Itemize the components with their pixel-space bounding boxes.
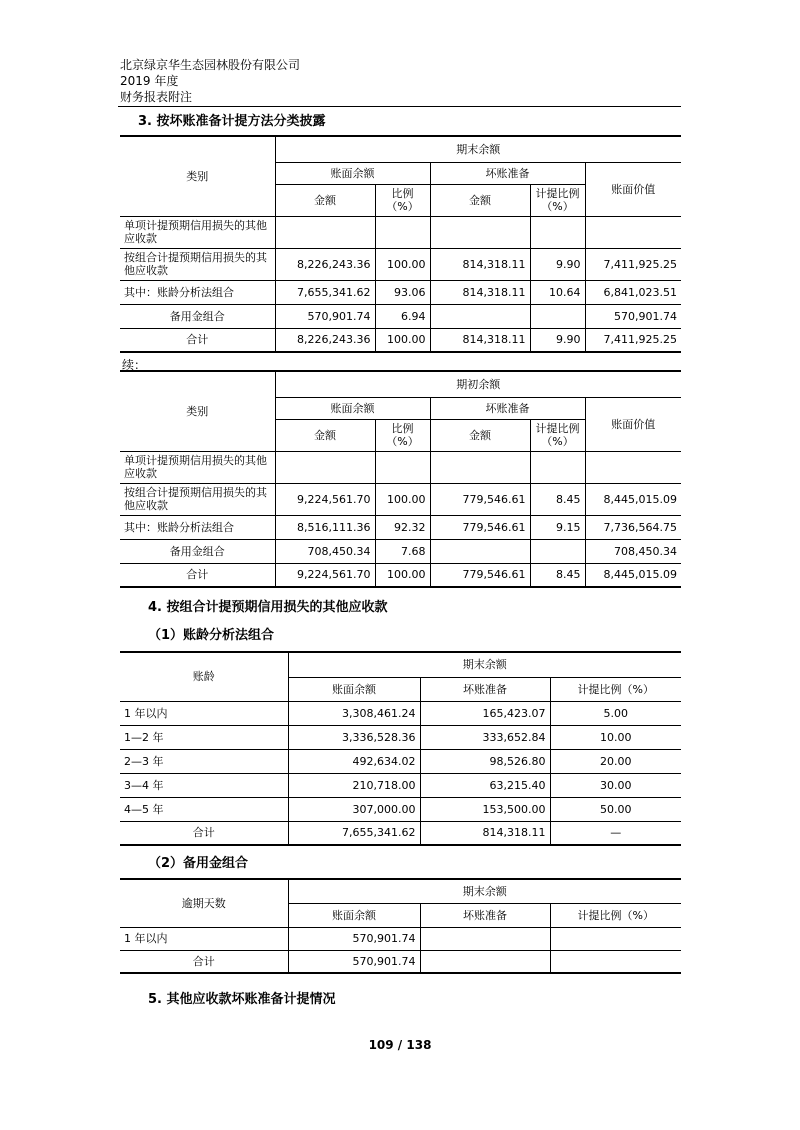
cell: 92.32 bbox=[375, 515, 430, 539]
cell: 50.00 bbox=[550, 797, 681, 821]
section-5-title: 5. 其他应收款坏账准备计提情况 bbox=[148, 992, 336, 1007]
subsection-aging-title: （1）账龄分析法组合 bbox=[148, 628, 275, 643]
table-row-total bbox=[120, 950, 681, 973]
cell bbox=[275, 216, 375, 248]
cell: 10.00 bbox=[550, 725, 681, 749]
col-book-balance: 账面余额 bbox=[275, 397, 430, 419]
table-row bbox=[120, 749, 681, 773]
col-amount: 金额 bbox=[275, 184, 375, 216]
cell: 814,318.11 bbox=[430, 280, 530, 304]
cell: 100.00 bbox=[375, 248, 430, 280]
cell bbox=[530, 539, 585, 563]
cell: 8.45 bbox=[530, 563, 585, 587]
cell: 7,655,341.62 bbox=[288, 821, 420, 845]
cell: 9.90 bbox=[530, 248, 585, 280]
cell bbox=[420, 927, 550, 950]
cell: 7,655,341.62 bbox=[275, 280, 375, 304]
table-row bbox=[120, 216, 681, 248]
cell: 814,318.11 bbox=[430, 248, 530, 280]
cell: — bbox=[550, 821, 681, 845]
table-reserve bbox=[120, 878, 681, 974]
row-label: 单项计提预期信用损失的其他应收款 bbox=[120, 216, 275, 248]
cell: 10.64 bbox=[530, 280, 585, 304]
section-3-title: 3. 按坏账准备计提方法分类披露 bbox=[138, 114, 326, 129]
col-amount: 金额 bbox=[430, 184, 530, 216]
cell bbox=[530, 451, 585, 483]
continued-label: 续： bbox=[122, 358, 147, 372]
table-row bbox=[120, 701, 681, 725]
row-label: 合计 bbox=[120, 328, 275, 352]
cell: 570,901.74 bbox=[585, 304, 681, 328]
cell: 8,445,015.09 bbox=[585, 483, 681, 515]
cell: 9,224,561.70 bbox=[275, 563, 375, 587]
row-label: 4—5 年 bbox=[120, 797, 288, 821]
subsection-reserve-title: （2）备用金组合 bbox=[148, 856, 249, 871]
table-row bbox=[120, 773, 681, 797]
cell: 93.06 bbox=[375, 280, 430, 304]
table-row-total bbox=[120, 821, 681, 845]
cell bbox=[530, 216, 585, 248]
cell: 3,336,528.36 bbox=[288, 725, 420, 749]
cell: 100.00 bbox=[375, 483, 430, 515]
page-number: 109 / 138 bbox=[368, 1038, 432, 1052]
company-name: 北京绿京华生态园林股份有限公司 bbox=[120, 58, 301, 72]
col-amount: 金额 bbox=[430, 419, 530, 451]
cell: 570,901.74 bbox=[275, 304, 375, 328]
table-row bbox=[120, 304, 681, 328]
cell: 100.00 bbox=[375, 328, 430, 352]
table-row bbox=[120, 483, 681, 515]
table-row bbox=[120, 248, 681, 280]
col-overdue-days: 逾期天数 bbox=[120, 879, 288, 927]
col-amount: 金额 bbox=[275, 419, 375, 451]
col-provision-ratio: 计提比例（%） bbox=[550, 677, 681, 701]
cell bbox=[550, 950, 681, 973]
cell: 779,546.61 bbox=[430, 515, 530, 539]
cell: 814,318.11 bbox=[430, 328, 530, 352]
cell bbox=[430, 451, 530, 483]
cell bbox=[530, 304, 585, 328]
cell: 3,308,461.24 bbox=[288, 701, 420, 725]
row-label: 合计 bbox=[120, 950, 288, 973]
cell: 814,318.11 bbox=[420, 821, 550, 845]
cell: 9.15 bbox=[530, 515, 585, 539]
cell: 7,411,925.25 bbox=[585, 328, 681, 352]
cell: 8,226,243.36 bbox=[275, 248, 375, 280]
row-label: 合计 bbox=[120, 821, 288, 845]
cell: 8,445,015.09 bbox=[585, 563, 681, 587]
cell: 6,841,023.51 bbox=[585, 280, 681, 304]
row-label: 备用金组合 bbox=[120, 304, 275, 328]
section-4-title: 4. 按组合计提预期信用损失的其他应收款 bbox=[148, 600, 388, 615]
cell: 333,652.84 bbox=[420, 725, 550, 749]
cell bbox=[430, 216, 530, 248]
cell bbox=[420, 950, 550, 973]
cell: 7,736,564.75 bbox=[585, 515, 681, 539]
header-divider bbox=[118, 106, 681, 107]
table-row-total bbox=[120, 563, 681, 587]
cell: 7.68 bbox=[375, 539, 430, 563]
cell: 8,226,243.36 bbox=[275, 328, 375, 352]
cell: 9.90 bbox=[530, 328, 585, 352]
cell bbox=[550, 927, 681, 950]
report-doc: 财务报表附注 bbox=[120, 90, 193, 104]
cell: 165,423.07 bbox=[420, 701, 550, 725]
col-provision-ratio: 计提比例（%） bbox=[550, 903, 681, 927]
cell: 210,718.00 bbox=[288, 773, 420, 797]
table-end-balance bbox=[120, 135, 681, 353]
col-end-balance: 期末余额 bbox=[288, 879, 681, 903]
report-year: 2019 年度 bbox=[120, 74, 179, 88]
row-label: 其中：账龄分析法组合 bbox=[120, 515, 275, 539]
row-label: 合计 bbox=[120, 563, 275, 587]
cell: 708,450.34 bbox=[585, 539, 681, 563]
cell: 98,526.80 bbox=[420, 749, 550, 773]
cell: 570,901.74 bbox=[288, 927, 420, 950]
col-bad-debt: 坏账准备 bbox=[420, 677, 550, 701]
cell: 63,215.40 bbox=[420, 773, 550, 797]
table-row bbox=[120, 515, 681, 539]
cell: 8.45 bbox=[530, 483, 585, 515]
row-label: 其中：账龄分析法组合 bbox=[120, 280, 275, 304]
col-ratio: 比例 （%） bbox=[375, 419, 430, 451]
col-book-balance: 账面余额 bbox=[275, 162, 430, 184]
table-row bbox=[120, 797, 681, 821]
cell bbox=[585, 216, 681, 248]
cell: 708,450.34 bbox=[275, 539, 375, 563]
cell: 779,546.61 bbox=[430, 563, 530, 587]
row-label: 2—3 年 bbox=[120, 749, 288, 773]
col-bad-debt: 坏账准备 bbox=[430, 397, 585, 419]
table-aging bbox=[120, 651, 681, 846]
cell: 307,000.00 bbox=[288, 797, 420, 821]
col-category: 类别 bbox=[120, 371, 275, 451]
col-provision-ratio: 计提比例 （%） bbox=[530, 419, 585, 451]
cell bbox=[430, 539, 530, 563]
row-label: 3—4 年 bbox=[120, 773, 288, 797]
row-label: 单项计提预期信用损失的其他应收款 bbox=[120, 451, 275, 483]
table-begin-balance bbox=[120, 370, 681, 588]
cell bbox=[585, 451, 681, 483]
cell: 492,634.02 bbox=[288, 749, 420, 773]
cell: 153,500.00 bbox=[420, 797, 550, 821]
col-provision-ratio: 计提比例 （%） bbox=[530, 184, 585, 216]
col-aging: 账龄 bbox=[120, 652, 288, 701]
cell bbox=[375, 451, 430, 483]
table-row bbox=[120, 927, 681, 950]
col-category: 类别 bbox=[120, 136, 275, 216]
row-label: 1 年以内 bbox=[120, 927, 288, 950]
col-book-balance: 账面余额 bbox=[288, 677, 420, 701]
cell: 9,224,561.70 bbox=[275, 483, 375, 515]
cell bbox=[275, 451, 375, 483]
row-label: 1 年以内 bbox=[120, 701, 288, 725]
col-book-value: 账面价值 bbox=[585, 162, 681, 216]
cell: 8,516,111.36 bbox=[275, 515, 375, 539]
cell: 570,901.74 bbox=[288, 950, 420, 973]
cell: 7,411,925.25 bbox=[585, 248, 681, 280]
col-end-balance: 期末余额 bbox=[288, 652, 681, 677]
row-label: 按组合计提预期信用损失的其他应收款 bbox=[120, 248, 275, 280]
row-label: 按组合计提预期信用损失的其他应收款 bbox=[120, 483, 275, 515]
col-bad-debt: 坏账准备 bbox=[430, 162, 585, 184]
cell: 30.00 bbox=[550, 773, 681, 797]
cell: 100.00 bbox=[375, 563, 430, 587]
col-ratio: 比例 （%） bbox=[375, 184, 430, 216]
cell: 779,546.61 bbox=[430, 483, 530, 515]
col-book-balance: 账面余额 bbox=[288, 903, 420, 927]
table-row bbox=[120, 280, 681, 304]
col-begin-balance: 期初余额 bbox=[275, 371, 681, 397]
table-row bbox=[120, 725, 681, 749]
col-end-balance: 期末余额 bbox=[275, 136, 681, 162]
table-row-total bbox=[120, 328, 681, 352]
cell: 6.94 bbox=[375, 304, 430, 328]
col-bad-debt: 坏账准备 bbox=[420, 903, 550, 927]
table-row bbox=[120, 451, 681, 483]
table-row bbox=[120, 539, 681, 563]
row-label: 备用金组合 bbox=[120, 539, 275, 563]
cell: 20.00 bbox=[550, 749, 681, 773]
row-label: 1—2 年 bbox=[120, 725, 288, 749]
cell bbox=[375, 216, 430, 248]
cell bbox=[430, 304, 530, 328]
col-book-value: 账面价值 bbox=[585, 397, 681, 451]
cell: 5.00 bbox=[550, 701, 681, 725]
